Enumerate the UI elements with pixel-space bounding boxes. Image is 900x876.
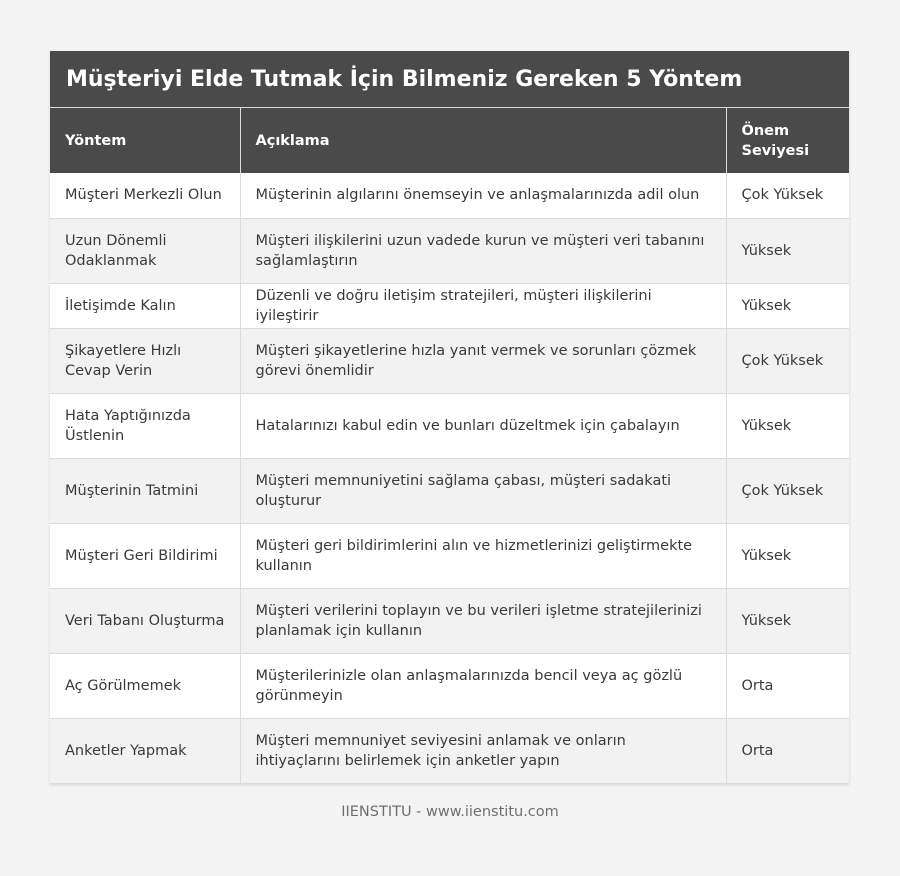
description-cell: Müşteri şikayetlerine hızla yanıt vermek ve sorunları çözmek görevi önemlidir bbox=[240, 328, 726, 393]
description-cell: Müşterilerinizle olan anlaşmalarınızda bencil veya aç gözlü görünmeyin bbox=[240, 653, 726, 718]
importance-cell: Yüksek bbox=[726, 393, 849, 458]
methods-table bbox=[50, 108, 849, 784]
importance-cell: Orta bbox=[726, 718, 849, 783]
page-title: Müşteriyi Elde Tutmak İçin Bilmeniz Gereken 5 Yöntem bbox=[66, 66, 743, 92]
table-header-row bbox=[50, 108, 849, 173]
table-row bbox=[50, 718, 849, 783]
description-cell: Müşteri memnuniyetini sağlama çabası, müşteri sadakati oluşturur bbox=[240, 458, 726, 523]
table-row bbox=[50, 458, 849, 523]
method-cell: İletişimde Kalın bbox=[50, 283, 240, 328]
method-cell: Anketler Yapmak bbox=[50, 718, 240, 783]
importance-cell: Orta bbox=[726, 653, 849, 718]
method-cell: Müşteri Merkezli Olun bbox=[50, 173, 240, 218]
importance-cell: Yüksek bbox=[726, 218, 849, 283]
importance-cell: Yüksek bbox=[726, 523, 849, 588]
method-cell: Şikayetlere Hızlı Cevap Verin bbox=[50, 328, 240, 393]
method-cell: Müşteri Geri Bildirimi bbox=[50, 523, 240, 588]
importance-cell: Çok Yüksek bbox=[726, 328, 849, 393]
description-cell: Hatalarınızı kabul edin ve bunları düzeltmek için çabalayın bbox=[240, 393, 726, 458]
column-header-importance: Önem Seviyesi bbox=[726, 108, 849, 173]
table-row bbox=[50, 523, 849, 588]
importance-cell: Çok Yüksek bbox=[726, 458, 849, 523]
table-row bbox=[50, 283, 849, 328]
method-cell: Veri Tabanı Oluşturma bbox=[50, 588, 240, 653]
table-row bbox=[50, 393, 849, 458]
description-cell: Müşteri geri bildirimlerini alın ve hizmetlerinizi geliştirmekte kullanın bbox=[240, 523, 726, 588]
column-header-method: Yöntem bbox=[50, 108, 240, 173]
table-row bbox=[50, 588, 849, 653]
title-bar bbox=[50, 51, 849, 108]
description-cell: Müşteri memnuniyet seviyesini anlamak ve onların ihtiyaçlarını belirlemek için anketler yapın bbox=[240, 718, 726, 783]
method-cell: Aç Görülmemek bbox=[50, 653, 240, 718]
importance-cell: Yüksek bbox=[726, 283, 849, 328]
method-cell: Müşterinin Tatmini bbox=[50, 458, 240, 523]
method-cell: Hata Yaptığınızda Üstlenin bbox=[50, 393, 240, 458]
table-row bbox=[50, 173, 849, 218]
column-header-description: Açıklama bbox=[240, 108, 726, 173]
description-cell: Müşteri verilerini toplayın ve bu verileri işletme stratejilerinizi planlamak için kullanın bbox=[240, 588, 726, 653]
description-cell: Müşterinin algılarını önemseyin ve anlaşmalarınızda adil olun bbox=[240, 173, 726, 218]
importance-cell: Yüksek bbox=[726, 588, 849, 653]
method-cell: Uzun Dönemli Odaklanmak bbox=[50, 218, 240, 283]
table-row bbox=[50, 653, 849, 718]
description-cell: Müşteri ilişkilerini uzun vadede kurun ve müşteri veri tabanını sağlamlaştırın bbox=[240, 218, 726, 283]
footer-credit: IIENSTITU - www.iienstitu.com bbox=[341, 804, 559, 820]
table-row bbox=[50, 328, 849, 393]
table-row bbox=[50, 218, 849, 283]
table-card bbox=[50, 51, 849, 784]
description-cell: Düzenli ve doğru iletişim stratejileri, müşteri ilişkilerini iyileştirir bbox=[240, 283, 726, 328]
importance-cell: Çok Yüksek bbox=[726, 173, 849, 218]
